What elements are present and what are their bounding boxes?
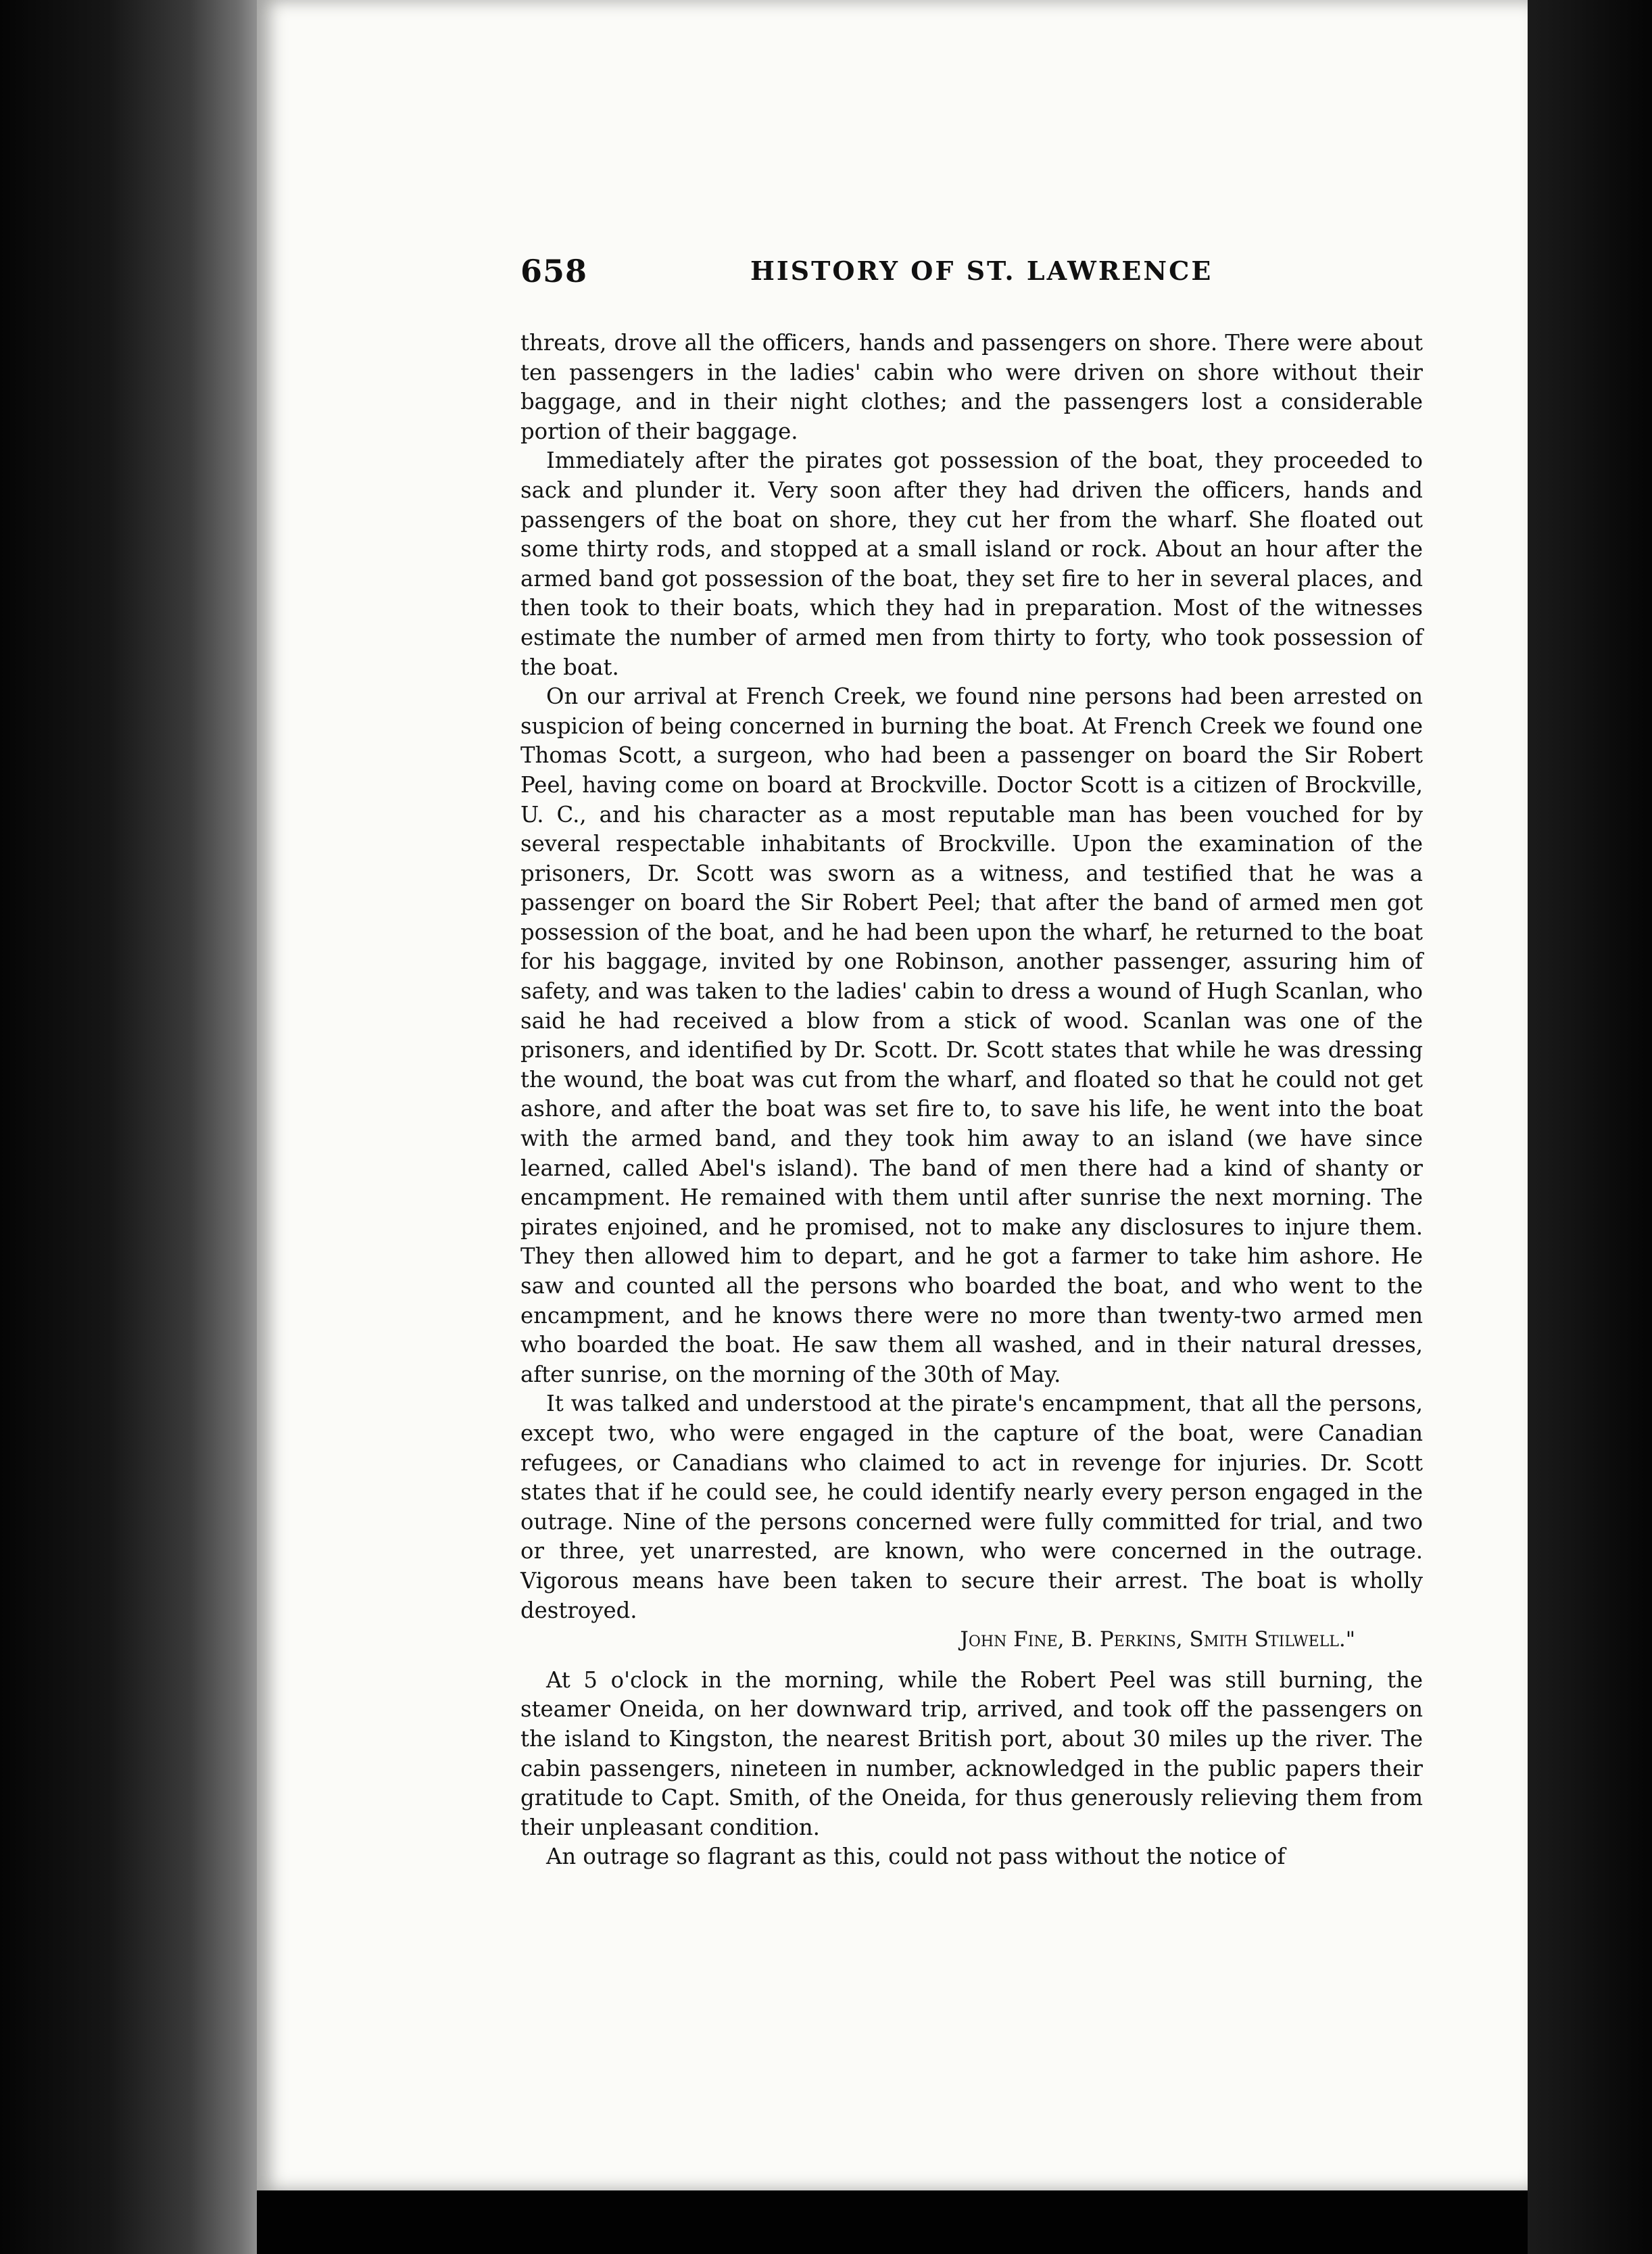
paragraph: At 5 o'clock in the morning, while the Robert Peel was still burning, the steamer Oneida, on her downward trip, arrived, and took off the passengers on the island to Kingston, the nearest British port, about 30 miles up the river. The cabin passengers, nineteen in number, acknowledged in the public papers their gratitude to Capt. Smith, of the Oneida, for thus generously relieving them from their unpleasant condition. [520,1666,1423,1840]
facing-page-edge [1528,0,1652,2254]
page-header [520,253,1426,300]
body-text [520,329,1423,1872]
running-head: HISTORY OF ST. LAWRENCE [750,256,1213,286]
scan-bottom-border [257,2190,1528,2254]
page-number: 658 [520,253,588,289]
paragraph: Immediately after the pirates got possession of the boat, they proceeded to sack and plunder it. Very soon after they had driven the officers, hands and passengers of the boat on shore, they cut her from the wharf. She floated out some thirty rods, and stopped at a small island or rock. About an hour after the armed band got possession of the boat, they set fire to her in several places, and then took to their boats, which they had in preparation. Most of the witnesses estimate the number of armed men from thirty to forty, who took possession of the boat. [520,448,1423,680]
paragraph: It was talked and understood at the pirate's encampment, that all the persons, except two, who were engaged in the capture of the boat, were Canadian refugees, or Canadians who claimed to act in revenge for injuries. Dr. Scott states that if he could see, he could identify nearly every person engaged in the outrage. Nine of the persons concerned were fully committed for trial, and two or three, yet unarrested, are known, who were concerned in the outrage. Vigorous means have been taken to secure their arrest. The boat is wholly destroyed. [520,1391,1423,1623]
paragraph: On our arrival at French Creek, we found nine persons had been arrested on suspicion of being concerned in burning the boat. At French Creek we found one Thomas Scott, a surgeon, who had been a passenger on board the Sir Robert Peel, having come on board at Brockville. Doctor Scott is a citizen of Brockville, U. C., and his character as a most reputable man has been vouched for by several respectable inhabitants of Brockville. Upon the examination of the prisoners, Dr. Scott was sworn as a witness, and testified that he was a passenger on board the Sir Robert Peel; that after the band of armed men got possession of the boat, and he had been upon the wharf, he returned to the boat for his baggage, invited by one Robinson, another passenger, assuring him of safety, and was taken to the ladies' cabin to dress a wound of Hugh Scanlan, who said he had received a blow from a stick of wood. Scanlan was one of the prisoners, and identified by Dr. Scott. Dr. Scott states that while he was dressing the wound, the boat was cut from the wharf, and floated so that he could not get ashore, and after the boat was set fire to, to save his life, he went into the boat with the armed band, and they took him away to an island (we have since learned, called Abel's island). The band of men there had a kind of shanty or encampment. He remained with them until after sunrise the next morning. The pirates enjoined, and he promised, not to make any disclosures to injure them. They then allowed him to depart, and he got a farmer to take him ashore. He saw and counted all the persons who boarded the boat, and who went to the encampment, and he knows there were no more than twenty-two armed men who boarded the boat. He saw them all washed, and in their natural dresses, after sunrise, on the morning of the 30th of May. [520,684,1423,1387]
book-spine-edge [0,0,270,2254]
signature-names: John Fine, B. Perkins, Smith Stilwell." [960,1627,1355,1652]
section-gap [520,1655,1423,1666]
report-signature [520,1625,1423,1655]
paragraph: An outrage so flagrant as this, could not pass without the notice of [546,1844,1286,1870]
paragraph: threats, drove all the officers, hands and passengers on shore. There were about ten passengers in the ladies' cabin who were driven on shore without their baggage, and in their night clothes; and the passengers lost a considerable portion of their baggage. [520,330,1423,444]
